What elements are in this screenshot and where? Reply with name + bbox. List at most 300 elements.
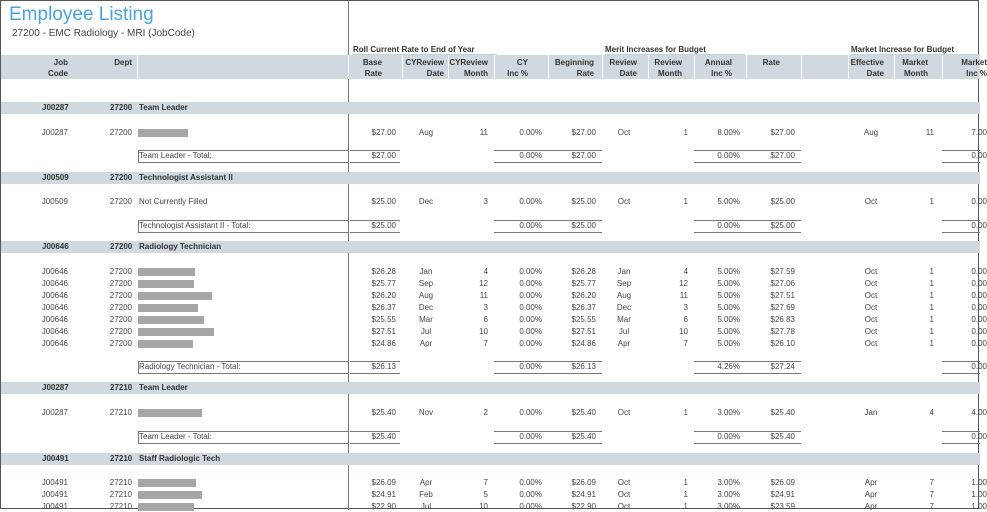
cell-base: $22.90	[371, 502, 396, 511]
cell-rm: 12	[679, 279, 688, 288]
column-header-line2: Date	[866, 69, 884, 78]
cell-rate: $27.78	[770, 327, 795, 336]
column-separator[interactable]	[602, 55, 603, 79]
total-rule	[350, 232, 400, 233]
cell-mi: 7.00	[971, 128, 987, 137]
total-rule	[942, 443, 980, 444]
total-rule	[746, 373, 801, 374]
cell-rate: $23.59	[770, 502, 795, 511]
total-rule	[746, 431, 801, 432]
column-separator[interactable]	[494, 55, 495, 79]
cell-code: J00646	[41, 291, 68, 300]
cell-code: J00287	[41, 128, 68, 137]
total-ai: 4.26%	[717, 362, 740, 371]
section-header-band[interactable]	[1, 241, 980, 253]
total-rule	[494, 361, 548, 362]
total-rule	[548, 431, 602, 432]
cell-mm: 1	[929, 291, 934, 300]
section-total-label: Radiology Technician - Total:	[139, 362, 241, 371]
cell-cym: 6	[483, 315, 488, 324]
column-header-line1: Review	[654, 58, 682, 67]
column-separator[interactable]	[746, 55, 747, 79]
cell-ed: Oct	[864, 303, 878, 312]
cell-beg: $26.37	[571, 303, 596, 312]
cell-base: $27.51	[371, 327, 396, 336]
column-header-bar	[1, 55, 980, 79]
column-header-review-date[interactable]	[609, 57, 637, 79]
cell-base: $26.28	[371, 267, 396, 276]
column-separator[interactable]	[801, 55, 802, 79]
cell-cym: 7	[483, 339, 488, 348]
cell-mi: 0.00	[971, 303, 987, 312]
total-rule	[694, 220, 746, 221]
section-total-label: Technologist Assistant II - Total:	[139, 221, 251, 230]
cell-rate: $25.00	[770, 197, 795, 206]
column-header-line1: Market	[961, 58, 987, 67]
group-header-merit: Merit Increases for Budget	[605, 45, 745, 55]
column-separator[interactable]	[694, 55, 695, 79]
column-separator[interactable]	[348, 55, 349, 79]
total-rule	[746, 162, 801, 163]
cell-ed: Aug	[863, 128, 879, 137]
cell-mm: 1	[929, 315, 934, 324]
cell-mi: 0.00	[971, 267, 987, 276]
column-header-rate[interactable]	[763, 57, 780, 68]
cell-cyd: Aug	[418, 128, 434, 137]
total-mi: 0.00	[971, 221, 987, 230]
total-rule	[138, 431, 348, 432]
cell-ai: 5.00%	[717, 339, 740, 348]
redacted-name	[138, 304, 198, 312]
cell-cyi: 0.00%	[519, 279, 542, 288]
section-header-band[interactable]	[1, 453, 980, 465]
cell-base: $25.55	[371, 315, 396, 324]
total-rule	[746, 150, 801, 151]
cell-rd: Oct	[617, 128, 631, 137]
cell-rm: 1	[683, 490, 688, 499]
cell-ai: 5.00%	[717, 197, 740, 206]
cell-ai: 5.00%	[717, 279, 740, 288]
column-separator[interactable]	[137, 55, 138, 79]
cell-ed: Oct	[864, 197, 878, 206]
column-header-line2: Dept	[114, 58, 132, 67]
cell-ai: 5.00%	[717, 291, 740, 300]
cell-cym: 12	[479, 279, 488, 288]
cell-rate: $27.69	[770, 303, 795, 312]
total-rule	[942, 431, 980, 432]
group-header-market: Market Increase for Budget	[851, 45, 980, 55]
cell-cym: 10	[479, 502, 488, 511]
cell-rate: $27.51	[770, 291, 795, 300]
total-rule	[138, 162, 348, 163]
column-header-cy-review-month[interactable]	[449, 57, 488, 79]
column-header-line2: Inc %	[507, 69, 528, 78]
section-title: Team Leader	[139, 383, 188, 392]
total-rule	[694, 150, 746, 151]
cell-rd: Oct	[617, 197, 631, 206]
section-dept: 27200	[110, 103, 133, 112]
section-job-code: J00491	[42, 454, 69, 463]
cell-beg: $25.55	[571, 315, 596, 324]
cell-code: J00646	[41, 303, 68, 312]
cell-mm: 11	[925, 128, 934, 137]
total-cyi: 0.00%	[519, 432, 542, 441]
cell-mm: 1	[929, 279, 934, 288]
cell-rm: 11	[679, 291, 688, 300]
total-rule	[942, 220, 980, 221]
cell-dept: 27200	[109, 315, 132, 324]
cell-beg: $27.51	[571, 327, 596, 336]
total-rule	[138, 232, 348, 233]
column-header-cy-inc[interactable]	[507, 57, 528, 79]
total-rule	[494, 220, 548, 221]
total-rule	[746, 361, 801, 362]
total-rule	[548, 150, 602, 151]
cell-cyi: 0.00%	[519, 408, 542, 417]
cell-cym: 11	[479, 291, 488, 300]
total-base: $27.00	[371, 151, 396, 160]
cell-dept: 27200	[109, 339, 132, 348]
total-rate: $25.40	[770, 432, 795, 441]
cell-base: $26.20	[371, 291, 396, 300]
total-rule	[942, 232, 980, 233]
cell-mm: 1	[929, 267, 934, 276]
cell-rm: 10	[679, 327, 688, 336]
cell-code: J00646	[41, 339, 68, 348]
cell-rate: $27.06	[770, 279, 795, 288]
total-rule	[942, 150, 980, 151]
column-header-dept[interactable]	[114, 57, 132, 68]
total-rule	[494, 150, 548, 151]
column-separator[interactable]	[942, 55, 943, 79]
cell-rm: 1	[683, 478, 688, 487]
total-left-bar	[138, 220, 139, 233]
total-rule	[494, 373, 548, 374]
column-header-line1: Effective	[850, 58, 884, 67]
section-dept: 27200	[110, 173, 133, 182]
total-rule	[694, 373, 746, 374]
cell-ed: Oct	[864, 267, 878, 276]
column-header-annual-inc[interactable]	[705, 57, 732, 79]
total-base: $25.40	[371, 432, 396, 441]
total-mi: 0.00	[971, 432, 987, 441]
column-header-line1: CY	[516, 58, 528, 67]
total-rule	[694, 431, 746, 432]
column-header-base-rate[interactable]	[363, 57, 382, 79]
cell-cyi: 0.00%	[519, 490, 542, 499]
cell-code: J00646	[41, 267, 68, 276]
redacted-name	[138, 479, 196, 487]
cell-cyi: 0.00%	[519, 327, 542, 336]
column-header-line2: Inc %	[966, 69, 987, 78]
cell-cyd: Jul	[420, 327, 432, 336]
section-header-band[interactable]	[1, 172, 980, 184]
cell-ed: Oct	[864, 339, 878, 348]
cell-beg: $24.86	[571, 339, 596, 348]
cell-base: $25.00	[371, 197, 396, 206]
cell-mm: 7	[929, 490, 934, 499]
cell-ai: 5.00%	[717, 315, 740, 324]
redacted-name	[138, 503, 194, 511]
total-rule	[548, 373, 602, 374]
total-base: $25.00	[371, 221, 396, 230]
page-title: Employee Listing	[9, 4, 154, 25]
employee-name: Not Currently Filled	[139, 197, 208, 206]
cell-cym: 5	[483, 490, 488, 499]
cell-mi: 1.00	[971, 478, 987, 487]
total-rule	[138, 150, 348, 151]
cell-dept: 27210	[109, 408, 132, 417]
cell-rm: 1	[683, 502, 688, 511]
cell-beg: $25.00	[571, 197, 596, 206]
total-rule	[694, 443, 746, 444]
section-job-code: J00509	[42, 173, 69, 182]
total-rule	[942, 361, 980, 362]
section-title: Team Leader	[139, 103, 188, 112]
cell-cyi: 0.00%	[519, 303, 542, 312]
total-rule	[694, 361, 746, 362]
total-rule	[350, 162, 400, 163]
cell-base: $25.77	[371, 279, 396, 288]
total-rule	[494, 431, 548, 432]
total-left-bar	[138, 150, 139, 163]
column-header-line1: Market	[902, 58, 928, 67]
total-rule	[350, 361, 400, 362]
total-rule	[138, 220, 348, 221]
total-rate: $25.00	[770, 221, 795, 230]
redacted-name	[138, 292, 212, 300]
total-mi: 0.00	[971, 151, 987, 160]
section-title: Technologist Assistant II	[139, 173, 233, 182]
cell-mm: 1	[929, 197, 934, 206]
cell-ai: 3.00%	[717, 502, 740, 511]
cell-rd: Oct	[617, 502, 631, 511]
cell-ed: Oct	[864, 315, 878, 324]
total-left-bar	[138, 431, 139, 444]
cell-cym: 2	[483, 408, 488, 417]
cell-mi: 0.00	[971, 327, 987, 336]
cell-beg: $25.40	[571, 408, 596, 417]
redacted-name	[138, 268, 195, 276]
cell-dept: 27200	[109, 291, 132, 300]
section-dept: 27200	[110, 242, 133, 251]
section-total-label: Team Leader - Total:	[139, 432, 212, 441]
cell-cyi: 0.00%	[519, 502, 542, 511]
cell-cyd: Aug	[418, 291, 434, 300]
column-header-line2: Inc %	[711, 69, 732, 78]
cell-cyd: Dec	[418, 197, 434, 206]
cell-mm: 1	[929, 327, 934, 336]
cell-ai: 5.00%	[717, 267, 740, 276]
column-header-line2: Month	[904, 69, 928, 78]
redacted-name	[138, 340, 193, 348]
total-rule	[350, 443, 400, 444]
column-header-beginning-rate[interactable]	[555, 57, 594, 79]
total-rate: $27.00	[770, 151, 795, 160]
column-header-market-inc[interactable]	[961, 57, 987, 79]
total-cyi: 0.00%	[519, 362, 542, 371]
cell-cyi: 0.00%	[519, 128, 542, 137]
cell-dept: 27210	[109, 502, 132, 511]
page-subtitle: 27200 - EMC Radiology - MRI (JobCode)	[12, 28, 195, 39]
cell-base: $24.91	[371, 490, 396, 499]
section-job-code: J00287	[42, 383, 69, 392]
cell-rd: Mar	[617, 315, 631, 324]
column-header-line2: Month	[658, 69, 682, 78]
column-header-review-month[interactable]	[654, 57, 682, 79]
total-rule	[350, 150, 400, 151]
cell-rm: 3	[683, 303, 688, 312]
cell-mm: 4	[929, 408, 934, 417]
cell-mm: 1	[929, 339, 934, 348]
cell-cyi: 0.00%	[519, 315, 542, 324]
redacted-name	[138, 409, 202, 417]
cell-rate: $26.83	[770, 315, 795, 324]
column-header-line2: Date	[426, 69, 444, 78]
total-rule	[942, 373, 980, 374]
cell-rate: $25.40	[770, 408, 795, 417]
cell-rd: Jul	[618, 327, 630, 336]
cell-ai: 5.00%	[717, 327, 740, 336]
cell-mi: 0.00	[971, 291, 987, 300]
column-separator[interactable]	[402, 55, 403, 79]
group-header-roll: Roll Current Rate to End of Year	[353, 45, 497, 55]
cell-ai: 3.00%	[717, 408, 740, 417]
column-header-line1: Beginning	[554, 58, 594, 67]
column-header-line1: Review	[609, 58, 637, 67]
cell-rm: 1	[683, 128, 688, 137]
cell-mi: 1.00	[971, 502, 987, 511]
cell-beg: $22.90	[571, 502, 596, 511]
column-header-line1: CYReview	[449, 58, 488, 67]
cell-cyd: Feb	[419, 490, 433, 499]
cell-code: J00491	[41, 502, 68, 511]
cell-rate: $24.91	[770, 490, 795, 499]
section-job-code: J00287	[42, 103, 69, 112]
cell-dept: 27200	[109, 197, 132, 206]
cell-rate: $27.59	[770, 267, 795, 276]
section-total-label: Team Leader - Total:	[139, 151, 212, 160]
cell-code: J00491	[41, 478, 68, 487]
total-rule	[350, 373, 400, 374]
redacted-name	[138, 280, 194, 288]
cell-base: $26.09	[371, 478, 396, 487]
section-job-code: J00646	[42, 242, 69, 251]
column-separator[interactable]	[548, 55, 549, 79]
cell-cyd: Apr	[419, 339, 433, 348]
column-header-line2: Date	[619, 69, 637, 78]
total-rule	[746, 232, 801, 233]
cell-mm: 1	[929, 303, 934, 312]
cell-beg: $26.28	[571, 267, 596, 276]
total-cyi: 0.00%	[519, 221, 542, 230]
total-rate: $27.24	[770, 362, 795, 371]
cell-base: $27.00	[371, 128, 396, 137]
total-beg: $25.40	[571, 432, 596, 441]
column-header-cy-review-date[interactable]	[405, 57, 444, 79]
total-beg: $25.00	[571, 221, 596, 230]
cell-mi: 0.00	[971, 315, 987, 324]
section-header-band[interactable]	[1, 382, 980, 394]
total-rule	[746, 220, 801, 221]
cell-mm: 7	[929, 502, 934, 511]
total-rule	[494, 232, 548, 233]
redacted-name	[138, 316, 204, 324]
total-rule	[694, 162, 746, 163]
cell-cyi: 0.00%	[519, 291, 542, 300]
cell-cym: 11	[479, 128, 488, 137]
section-header-band[interactable]	[1, 102, 980, 114]
section-title: Radiology Technician	[139, 242, 222, 251]
cell-rd: Oct	[617, 478, 631, 487]
column-header-effective-date[interactable]	[851, 57, 884, 79]
total-rule	[694, 232, 746, 233]
cell-ed: Oct	[864, 327, 878, 336]
cell-mi: 0.00	[971, 197, 987, 206]
cell-rd: Dec	[616, 303, 632, 312]
cell-cyi: 0.00%	[519, 267, 542, 276]
cell-mi: 0.00	[971, 339, 987, 348]
cell-rm: 1	[683, 408, 688, 417]
column-separator[interactable]	[848, 55, 849, 79]
section-title: Staff Radiologic Tech	[139, 454, 221, 463]
cell-cym: 7	[483, 478, 488, 487]
cell-code: J00509	[41, 197, 68, 206]
cell-rate: $27.00	[770, 128, 795, 137]
column-header-market-month[interactable]	[902, 57, 928, 79]
cell-mi: 4.00	[971, 408, 987, 417]
cell-rm: 6	[683, 315, 688, 324]
cell-dept: 27210	[109, 490, 132, 499]
total-rule	[494, 443, 548, 444]
cell-ai: 5.00%	[717, 303, 740, 312]
cell-ed: Jan	[864, 408, 878, 417]
total-rule	[138, 443, 348, 444]
cell-rd: Aug	[616, 291, 632, 300]
cell-ed: Apr	[864, 502, 878, 511]
cell-dept: 27210	[109, 478, 132, 487]
section-dept: 27210	[110, 454, 133, 463]
cell-cym: 4	[483, 267, 488, 276]
cell-code: J00287	[41, 408, 68, 417]
cell-rd: Oct	[617, 408, 631, 417]
column-separator[interactable]	[648, 55, 649, 79]
cell-rd: Sep	[616, 279, 632, 288]
redacted-name	[138, 129, 188, 137]
cell-code: J00646	[41, 315, 68, 324]
column-header-line2: Code	[48, 69, 68, 78]
cell-rm: 4	[683, 267, 688, 276]
total-ai: 0.00%	[717, 151, 740, 160]
total-rule	[548, 232, 602, 233]
cell-base: $26.37	[371, 303, 396, 312]
cell-cyi: 0.00%	[519, 197, 542, 206]
total-ai: 0.00%	[717, 221, 740, 230]
total-rule	[746, 443, 801, 444]
total-left-bar	[138, 361, 139, 374]
total-cyi: 0.00%	[519, 151, 542, 160]
cell-ai: 3.00%	[717, 478, 740, 487]
column-header-line2: Month	[464, 69, 488, 78]
cell-dept: 27200	[109, 327, 132, 336]
cell-dept: 27200	[109, 279, 132, 288]
cell-mi: 1.00	[971, 490, 987, 499]
total-rule	[138, 373, 348, 374]
column-header-job-code[interactable]	[48, 57, 68, 79]
column-separator[interactable]	[894, 55, 895, 79]
cell-ed: Apr	[864, 478, 878, 487]
cell-cym: 10	[479, 327, 488, 336]
